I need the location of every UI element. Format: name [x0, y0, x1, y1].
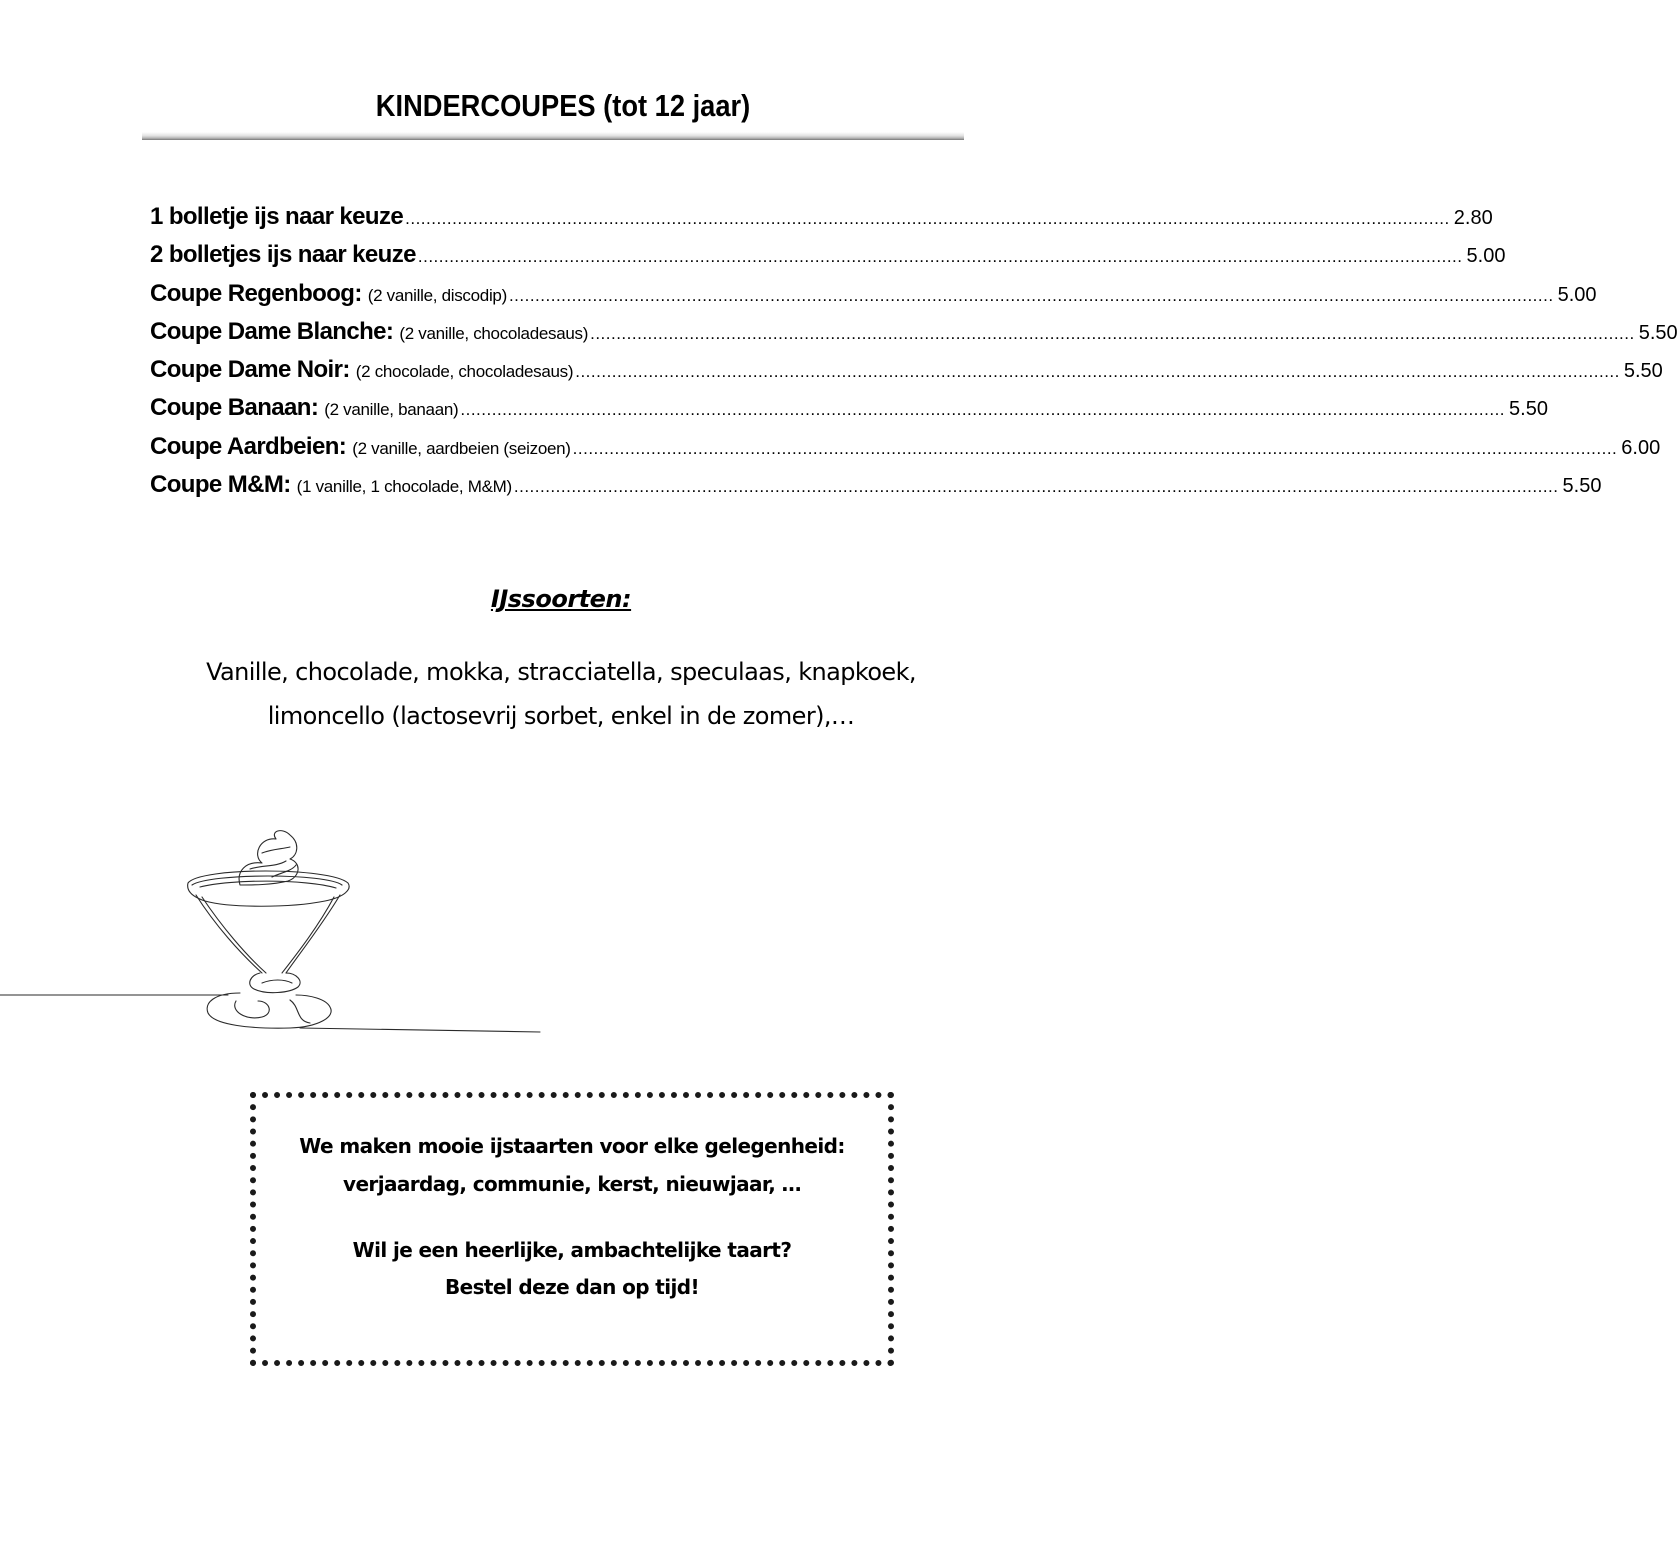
menu-item-name: Coupe Dame Blanche: [150, 317, 394, 345]
menu-item-name: Coupe Aardbeien: [150, 432, 347, 460]
menu-item-description: (2 vanille, chocoladesaus) [399, 323, 589, 343]
notice-line: Bestel deze dan op tijd! [444, 1275, 700, 1299]
menu-item-price: 5.50 [1623, 360, 1663, 383]
menu-item [150, 356, 1663, 394]
menu-item [150, 241, 1506, 279]
menu-item [150, 471, 1602, 509]
menu-item [150, 279, 1597, 318]
notice-line: verjaardag, communie, kerst, nieuwjaar, … [343, 1172, 801, 1196]
dot-leader: ........................................................................................................................................................................................................ [460, 400, 1506, 420]
menu-item-description: (2 vanille, aardbeien (seizoen) [352, 438, 571, 458]
menu-item-description: (2 chocolade, chocoladesaus) [355, 362, 574, 382]
menu-item-name: 2 bolletjes ijs naar keuze [150, 241, 416, 269]
dot-leader: ........................................................................................................................................................................................................ [513, 477, 1559, 497]
menu-item-description: (2 vanille, banaan) [324, 400, 459, 420]
menu-item-price: 5.50 [1638, 321, 1678, 344]
menu-item-name: Coupe Regenboog: [150, 279, 362, 307]
menu-item-description: (2 vanille, discodip) [367, 285, 507, 305]
menu-item [150, 203, 1493, 241]
notice-line: We maken mooie ijstaarten voor elke gelegenheid: [299, 1134, 845, 1158]
menu-item [150, 394, 1548, 432]
menu-item-price: 5.50 [1509, 398, 1548, 421]
dot-leader: ........................................................................................................................................................................................................ [417, 247, 1463, 267]
menu-item-price: 5.50 [1562, 475, 1602, 498]
dot-leader: ........................................................................................................................................................................................................ [590, 323, 1635, 343]
menu-list [150, 203, 1678, 509]
flavours-line: Vanille, chocolade, mokka, stracciatella, speculaas, knapkoek, [206, 658, 916, 686]
menu-item [150, 317, 1678, 356]
dot-leader: ........................................................................................................................................................................................................ [575, 362, 1620, 382]
menu-item-price: 2.80 [1453, 207, 1493, 229]
notice-box [250, 1092, 894, 1366]
menu-item-price: 5.00 [1466, 245, 1506, 268]
notice-line: Wil je een heerlijke, ambachtelijke taart? [352, 1238, 792, 1262]
menu-item-price: 5.00 [1557, 283, 1597, 306]
menu-item-name: Coupe M&M: [150, 471, 291, 499]
menu-item-name: Coupe Banaan: [150, 394, 319, 422]
menu-item-price: 6.00 [1621, 436, 1661, 459]
dot-leader: ........................................................................................................................................................................................................ [508, 285, 1554, 305]
page-title: KINDERCOUPES (tot 12 jaar) [375, 88, 751, 123]
flavours-text [100, 650, 1022, 738]
ice-cream-sundae-icon [0, 825, 560, 1045]
menu-item [150, 432, 1661, 471]
menu-item-name: Coupe Dame Noir: [150, 356, 350, 384]
title-divider [142, 132, 964, 140]
menu-item-name: 1 bolletje ijs naar keuze [150, 203, 404, 230]
dot-leader: ........................................................................................................................................................................................................ [405, 209, 1450, 228]
dot-leader: ........................................................................................................................................................................................................ [572, 438, 1618, 458]
flavours-line: limoncello (lactosevrij sorbet, enkel in de zomer),… [267, 702, 855, 730]
flavours-heading: IJssoorten: [490, 585, 632, 613]
menu-item-description: (1 vanille, 1 chocolade, M&M) [296, 477, 512, 497]
